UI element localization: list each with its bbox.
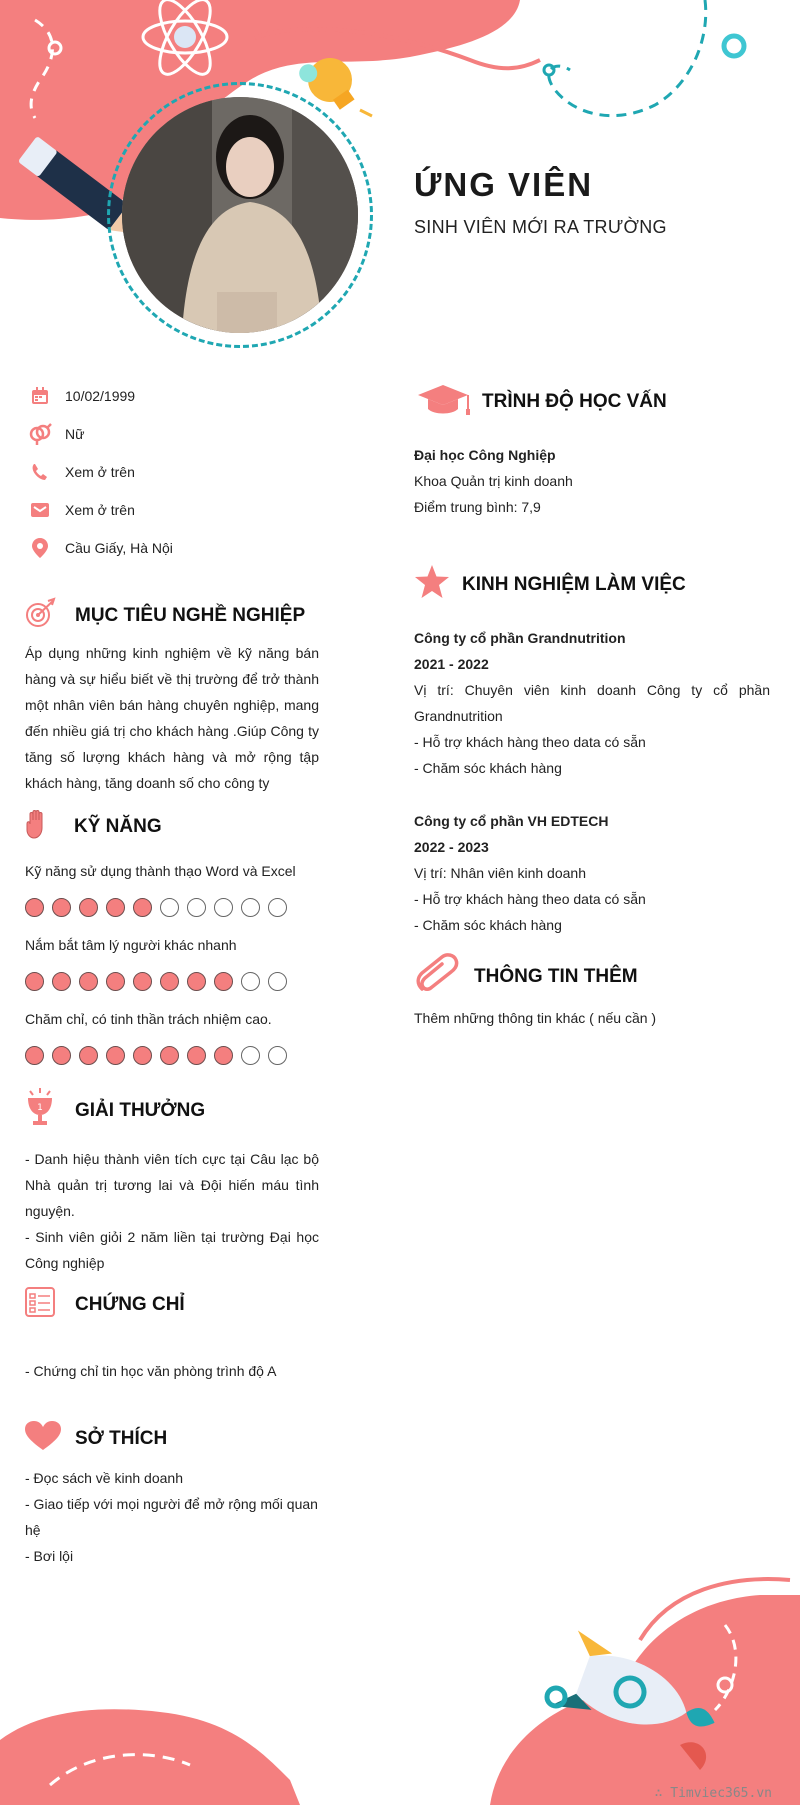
rating-dot-empty: [214, 898, 233, 917]
hobby-item-3: - Bơi lội: [25, 1548, 74, 1564]
extra-text: Thêm những thông tin khác ( nếu cần ): [414, 1010, 657, 1026]
awards-section-header: [24, 1088, 205, 1133]
hand-icon: [24, 808, 50, 845]
avatar: [122, 97, 358, 333]
extra-section-header: [414, 953, 638, 1000]
objective-heading: MỤC TIÊU NGHỀ NGHIỆP: [75, 604, 306, 626]
rating-dot-filled: [160, 1046, 179, 1065]
email-icon: [28, 499, 52, 521]
rating-dot-filled: [187, 1046, 206, 1065]
phone-text: Xem ở trên: [65, 464, 135, 480]
calendar-icon: [28, 385, 52, 407]
rating-dot-empty: [241, 1046, 260, 1065]
candidate-title: SINH VIÊN MỚI RA TRƯỜNG: [414, 217, 667, 237]
certificates-section-header: [24, 1286, 185, 1323]
rating-dot-empty: [241, 972, 260, 991]
gender-text: Nữ: [65, 426, 85, 442]
location-pin-icon: [28, 537, 52, 559]
job2-task-1: - Hỗ trợ khách hàng theo data có sẵn: [414, 891, 646, 907]
rating-dot-filled: [214, 1046, 233, 1065]
job1-position: Vị trí: Chuyên viên kinh doanh Công ty cổ phần Grandnutrition: [414, 682, 770, 724]
heart-icon: [24, 1420, 62, 1457]
contact-address: [28, 537, 173, 559]
rating-dot-filled: [52, 972, 71, 991]
skill-rating-1: [25, 898, 287, 917]
job1-company: Công ty cổ phần Grandnutrition: [414, 630, 626, 646]
education-section-header: [414, 381, 667, 422]
rating-dot-filled: [187, 972, 206, 991]
skill-label-3: Chăm chỉ, có tinh thần trách nhiệm cao.: [25, 1011, 272, 1027]
job2-company: Công ty cổ phần VH EDTECH: [414, 813, 609, 829]
birthday-text: 10/02/1999: [65, 388, 136, 404]
education-gpa: Điểm trung bình: 7,9: [414, 499, 541, 515]
awards-heading: GIẢI THƯỞNG: [75, 1099, 206, 1121]
skill-rating-3: [25, 1046, 287, 1065]
rating-dot-filled: [133, 1046, 152, 1065]
rating-dot-filled: [79, 1046, 98, 1065]
objective-section-header: [24, 597, 305, 634]
trophy-icon: [24, 1088, 56, 1133]
education-heading: TRÌNH ĐỘ HỌC VẤN: [482, 390, 667, 412]
address-text: Cầu Giấy, Hà Nội: [65, 540, 173, 556]
rating-dot-filled: [25, 972, 44, 991]
job2-period: 2022 - 2023: [414, 839, 489, 855]
rating-dot-filled: [133, 972, 152, 991]
contact-birthday: [28, 385, 136, 407]
education-faculty: Khoa Quản trị kinh doanh: [414, 473, 573, 489]
graduation-cap-icon: [414, 381, 472, 422]
award-item-2: - Sinh viên giỏi 2 năm liền tại trường Đại học Công nghiệp: [25, 1229, 319, 1271]
extra-heading: THÔNG TIN THÊM: [474, 965, 638, 987]
job1-period: 2021 - 2022: [414, 656, 489, 672]
job2-task-2: - Chăm sóc khách hàng: [414, 917, 562, 933]
rating-dot-empty: [268, 898, 287, 917]
rating-dot-filled: [25, 1046, 44, 1065]
education-school: Đại học Công Nghiệp: [414, 447, 556, 463]
email-text: Xem ở trên: [65, 502, 135, 518]
rating-dot-filled: [52, 1046, 71, 1065]
hobby-item-1: - Đọc sách về kinh doanh: [25, 1470, 183, 1486]
job1-task-2: - Chăm sóc khách hàng: [414, 760, 562, 776]
contact-gender: [28, 423, 85, 445]
experience-section-header: [414, 564, 686, 605]
avatar-photo: [122, 97, 358, 333]
rating-dot-empty: [160, 898, 179, 917]
rating-dot-filled: [214, 972, 233, 991]
job1-task-1: - Hỗ trợ khách hàng theo data có sẵn: [414, 734, 646, 750]
skills-section-header: [24, 808, 162, 845]
certificate-item-1: - Chứng chỉ tin học văn phòng trình độ A: [25, 1363, 277, 1379]
rating-dot-empty: [241, 898, 260, 917]
paperclip-icon: [414, 953, 460, 1000]
watermark-text: ∴ Timviec365.vn: [654, 1786, 772, 1801]
hobbies-heading: SỞ THÍCH: [75, 1427, 168, 1449]
rating-dot-filled: [79, 972, 98, 991]
rating-dot-filled: [106, 972, 125, 991]
hobbies-section-header: [24, 1420, 167, 1457]
target-icon: [24, 597, 56, 634]
rating-dot-filled: [106, 898, 125, 917]
rating-dot-filled: [133, 898, 152, 917]
gender-icon: [28, 423, 52, 445]
rating-dot-empty: [268, 1046, 287, 1065]
rating-dot-filled: [160, 972, 179, 991]
candidate-name: ỨNG VIÊN: [414, 166, 594, 203]
rating-dot-empty: [268, 972, 287, 991]
experience-heading: KINH NGHIỆM LÀM VIỆC: [462, 573, 686, 595]
svg-text:1: 1: [37, 1103, 43, 1113]
rating-dot-filled: [106, 1046, 125, 1065]
certificates-heading: CHỨNG CHỈ: [75, 1293, 185, 1315]
phone-icon: [28, 461, 52, 483]
rating-dot-filled: [25, 898, 44, 917]
star-icon: [414, 564, 450, 605]
award-item-1: - Danh hiệu thành viên tích cực tại Câu lạc bộ Nhà quản trị tương lai và Đội hiến máu tình nguyện.: [25, 1151, 319, 1219]
objective-text: Áp dụng những kinh nghiệm về kỹ năng bán hàng và sự hiểu biết về thị trường để trở thành một nhân viên bán hàng chuyên nghiệp, mang đến nhiều giá trị cho khách hàng .Giúp Công ty tăng số lượng khách hàng và mở rộng tập khách hàng, tăng doanh số cho công ty: [25, 645, 319, 791]
job2-position: Vị trí: Nhân viên kinh doanh: [414, 865, 586, 881]
rating-dot-filled: [79, 898, 98, 917]
rating-dot-filled: [52, 898, 71, 917]
skill-label-2: Nắm bắt tâm lý người khác nhanh: [25, 937, 237, 953]
skill-rating-2: [25, 972, 287, 991]
skills-heading: KỸ NĂNG: [74, 815, 162, 837]
contact-email: [28, 499, 135, 521]
rating-dot-empty: [187, 898, 206, 917]
checklist-icon: [24, 1286, 56, 1323]
hobby-item-2: - Giao tiếp với mọi người để mở rộng mối quan hệ: [25, 1496, 318, 1538]
skill-label-1: Kỹ năng sử dụng thành thạo Word và Excel: [25, 863, 296, 879]
contact-phone: [28, 461, 135, 483]
